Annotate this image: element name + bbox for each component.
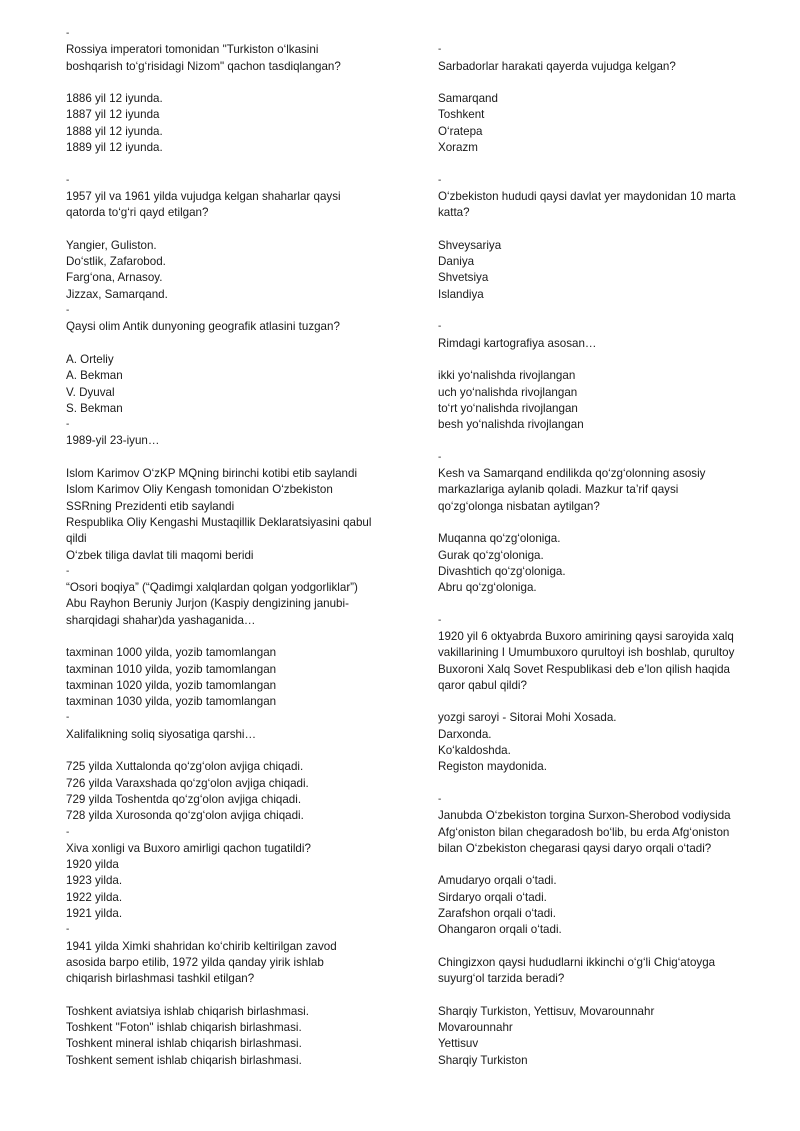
- separator-dash: -: [66, 28, 70, 39]
- question-4: [66, 433, 396, 563]
- question-text: Janubda O‘zbekiston torgina Surxon-Sherobod vodiysida: [438, 809, 731, 823]
- answer-option: Do‘stlik, Zafarobod.: [66, 255, 166, 269]
- answer-option: Shveysariya: [438, 238, 502, 252]
- answer-option: Toshkent aviatsiya ishlab chiqarish birlashmasi.: [66, 1004, 309, 1018]
- separator-dash: -: [438, 451, 442, 463]
- answer-option: Islom Karimov O‘zKP MQning birinchi kotibi etib saylandi: [66, 467, 358, 481]
- question-6: [66, 727, 396, 825]
- answer-option: Ko‘kaldoshda.: [438, 744, 511, 758]
- answer-option: Yangier, Guliston.: [66, 238, 157, 252]
- answer-option: Islandiya: [438, 287, 484, 301]
- answer-option: taxminan 1000 yilda, yozib tamomlangan: [66, 646, 277, 660]
- question-13: [438, 629, 768, 776]
- question-text: Chingizxon qaysi hududlarni ikkinchi o‘g‘li Chig‘atoyga: [438, 955, 716, 969]
- right-column: [438, 26, 768, 1069]
- answer-option: Farg‘ona, Arnasoy.: [66, 271, 163, 285]
- question-10: [438, 189, 768, 303]
- question-text: qaror qabul qildi?: [438, 678, 527, 692]
- answer-option: Sirdaryo orqali o‘tadi.: [438, 890, 547, 904]
- separator-dash: -: [438, 793, 442, 805]
- answer-option: Yettisuv: [438, 1037, 479, 1051]
- question-text: markazlariga aylanib qoladi. Mazkur ta’rif qaysi: [438, 483, 679, 497]
- question-text: Buxoroni Xalq Sovet Respublikasi deb e’lon qilish haqida: [438, 662, 730, 676]
- answer-option: 728 yilda Xurosonda qo‘zg‘olon avjiga chiqadi.: [66, 809, 304, 823]
- question-14: [438, 808, 768, 938]
- answer-option: Movarounnahr: [438, 1021, 513, 1035]
- answer-option: Registon maydonida.: [438, 760, 547, 774]
- answer-option: 1886 yil 12 iyunda.: [66, 92, 163, 106]
- separator-dash: -: [66, 924, 70, 936]
- question-text: Rossiya imperatori tomonidan "Turkiston o‘lkasini: [66, 43, 319, 57]
- separator-dash: -: [66, 419, 70, 431]
- answer-option: Toshkent: [438, 108, 485, 122]
- answer-option: Toshkent mineral ishlab chiqarish birlashmasi.: [66, 1037, 302, 1051]
- answer-option: 726 yilda Varaxshada qo‘zg‘olon avjiga chiqadi.: [66, 776, 309, 790]
- question-8: [66, 939, 396, 1069]
- answer-option: Amudaryo orqali o‘tadi.: [438, 874, 557, 888]
- separator-dash: -: [66, 826, 70, 838]
- answer-option: ikki yo‘nalishda rivojlangan: [438, 369, 576, 383]
- separator-dash: -: [66, 712, 70, 724]
- answer-option: 1889 yil 12 iyunda.: [66, 141, 163, 155]
- separator-dash: -: [438, 321, 442, 333]
- question-12: [438, 466, 768, 596]
- question-text: suyurg‘ol tarzida beradi?: [438, 972, 565, 986]
- answer-option: Zarafshon orqali o‘tadi.: [438, 907, 556, 921]
- answer-option: Darxonda.: [438, 727, 492, 741]
- separator-dash: -: [66, 565, 70, 577]
- question-15: [438, 955, 768, 1069]
- question-text: vakillarining I Umumbuxoro qurultoyi ish boshlab, qurultoy: [438, 646, 735, 660]
- question-text: bilan O‘zbekiston chegarasi qaysi daryo orqali o‘tadi?: [438, 841, 712, 855]
- question-2: [66, 189, 396, 303]
- answer-option: 1920 yilda: [66, 858, 119, 872]
- question-3: [66, 319, 396, 417]
- answer-option: Muqanna qo‘zg‘oloniga.: [438, 532, 561, 546]
- answer-option: Ohangaron orqali o‘tadi.: [438, 923, 562, 937]
- answer-option: taxminan 1030 yilda, yozib tamomlangan: [66, 695, 277, 709]
- question-text: chiqarish birlashmasi tashkil etilgan?: [66, 972, 255, 986]
- answer-option: 725 yilda Xuttalonda qo‘zg‘olon avjiga chiqadi.: [66, 760, 304, 774]
- question-text: katta?: [438, 206, 470, 220]
- answer-option: O‘zbek tiliga davlat tili maqomi beridi: [66, 548, 254, 562]
- question-text: Xiva xonligi va Buxoro amirligi qachon tugatildi?: [66, 841, 311, 855]
- answer-option: 1922 yilda.: [66, 890, 123, 904]
- answer-option: taxminan 1020 yilda, yozib tamomlangan: [66, 678, 277, 692]
- question-1: [66, 42, 396, 156]
- question-text: Rimdagi kartografiya asosan…: [438, 336, 597, 350]
- question-text: “Osori boqiya” (“Qadimgi xalqlardan qolgan yodgorliklar”): [66, 581, 358, 595]
- answer-option: 1888 yil 12 iyunda.: [66, 124, 163, 138]
- answer-option: 1887 yil 12 iyunda: [66, 108, 160, 122]
- answer-option: 1923 yilda.: [66, 874, 123, 888]
- question-text: boshqarish to‘g‘risidagi Nizom" qachon tasdiqlangan?: [66, 59, 341, 73]
- separator-dash: -: [66, 305, 70, 317]
- answer-option: Jizzax, Samarqand.: [66, 287, 168, 301]
- answer-option: 1921 yilda.: [66, 907, 123, 921]
- question-text: 1920 yil 6 oktyabrda Buxoro amirining qaysi saroyida xalq: [438, 629, 734, 643]
- answer-option: to‘rt yo‘nalishda rivojlangan: [438, 401, 578, 415]
- answer-option: 729 yilda Toshentda qo‘zg‘olon avjiga chiqadi.: [66, 792, 302, 806]
- answer-option: uch yo‘nalishda rivojlangan: [438, 385, 578, 399]
- question-text: 1989-yil 23-iyun…: [66, 434, 160, 448]
- answer-option: Daniya: [438, 255, 475, 269]
- question-5: [66, 580, 396, 710]
- answer-option: Sharqiy Turkiston, Yettisuv, Movarounnahr: [438, 1004, 655, 1018]
- answer-option: V. Dyuval: [66, 385, 115, 399]
- separator-dash: -: [438, 174, 442, 186]
- answer-option: Toshkent "Foton" ishlab chiqarish birlashmasi.: [66, 1021, 302, 1035]
- question-text: 1941 yilda Ximki shahridan ko‘chirib keltirilgan zavod: [66, 939, 337, 953]
- question-text: Kesh va Samarqand endilikda qo‘zg‘olonning asosiy: [438, 467, 706, 481]
- answer-option: SSRning Prezidenti etib saylandi: [66, 499, 235, 513]
- question-text: Abu Rayhon Beruniy Jurjon (Kaspiy dengizining janubi-: [66, 597, 349, 611]
- question-9: [438, 59, 768, 157]
- separator-dash: -: [66, 174, 70, 186]
- answer-option: Gurak qo‘zg‘oloniga.: [438, 548, 544, 562]
- separator-dash: -: [438, 44, 442, 56]
- question-text: Qaysi olim Antik dunyoning geografik atlasini tuzgan?: [66, 320, 340, 334]
- question-text: Xalifalikning soliq siyosatiga qarshi…: [66, 727, 257, 741]
- answer-option: Respublika Oliy Kengashi Mustaqillik Deklaratsiyasini qabul: [66, 515, 372, 529]
- answer-option: Sharqiy Turkiston: [438, 1053, 528, 1067]
- answer-option: yozgi saroyi - Sitorai Mohi Xosada.: [438, 711, 617, 725]
- answer-option: S. Bekman: [66, 401, 123, 415]
- answer-option: Xorazm: [438, 141, 478, 155]
- separator-dash: -: [438, 614, 442, 626]
- answer-option: qildi: [66, 532, 87, 546]
- question-text: O‘zbekiston hududi qaysi davlat yer maydonidan 10 marta: [438, 189, 736, 203]
- answer-option: A. Bekman: [66, 369, 123, 383]
- answer-option: O‘ratepa: [438, 124, 483, 138]
- answer-option: besh yo‘nalishda rivojlangan: [438, 418, 584, 432]
- answer-option: Abru qo‘zg‘oloniga.: [438, 581, 537, 595]
- answer-option: Islom Karimov Oliy Kengash tomonidan O‘zbekiston: [66, 483, 333, 497]
- question-text: asosida barpo etilib, 1972 yilda qanday yirik ishlab: [66, 955, 324, 969]
- answer-option: Divashtich qo‘zg‘oloniga.: [438, 564, 566, 578]
- question-text: Afg‘oniston bilan chegaradosh bo‘lib, bu erda Afg‘oniston: [438, 825, 730, 839]
- question-7: [66, 841, 396, 922]
- question-11: [438, 336, 768, 434]
- answer-option: A. Orteliy: [66, 352, 114, 366]
- left-column: [66, 26, 396, 1069]
- question-text: Sarbadorlar harakati qayerda vujudga kelgan?: [438, 59, 676, 73]
- question-text: 1957 yil va 1961 yilda vujudga kelgan shaharlar qaysi: [66, 189, 341, 203]
- answer-option: Samarqand: [438, 92, 498, 106]
- question-text: sharqidagi shahar)da yashaganida…: [66, 613, 256, 627]
- question-text: qo‘zg‘olonga nisbatan aytilgan?: [438, 499, 600, 513]
- answer-option: Shvetsiya: [438, 271, 489, 285]
- answer-option: taxminan 1010 yilda, yozib tamomlangan: [66, 662, 277, 676]
- answer-option: Toshkent sement ishlab chiqarish birlashmasi.: [66, 1053, 302, 1067]
- question-text: qatorda to‘g‘ri qayd etilgan?: [66, 206, 209, 220]
